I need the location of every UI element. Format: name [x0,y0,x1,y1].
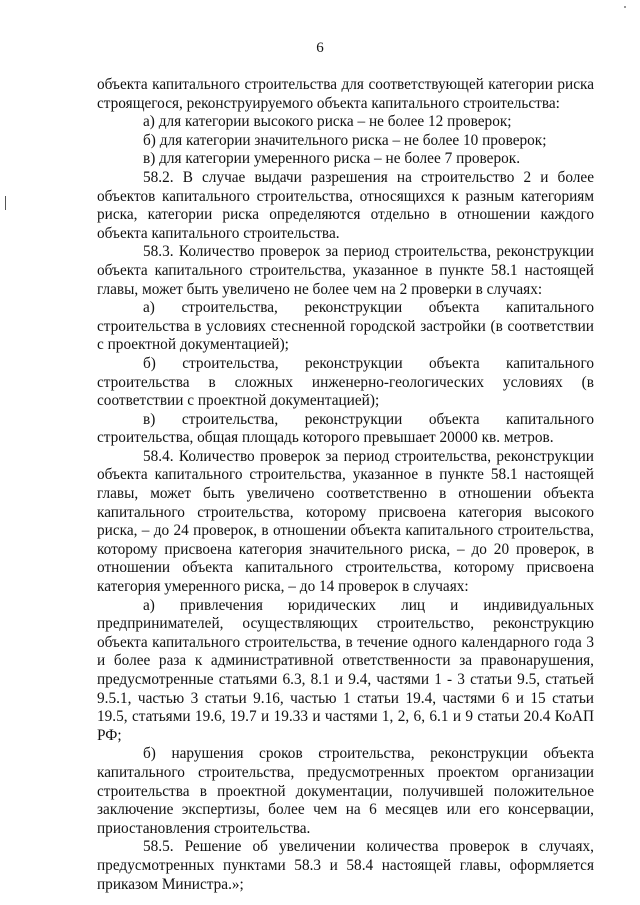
clause-58-4-a: а) привлечения юридических лиц и индивидуальных предпринимателей, осуществляющих строительство, реконструкцию объекта капитального строительства, в течение одного календарного года 3 и более раза к административной ответственности за правонарушения, предусмотренные статьями 6.3, 8.1 и 9.4, частями 1 - 3 статьи 9.5, статьей 9.5.1, частью 3 статьи 9.16, частью 1 статьи 19.4, частями 6 и 15 статьи 19.5, статьями 19.6, 19.7 и 19.33 и частями 1, 2, 6, 6.1 и 9 статьи 20.4 КоАП РФ; [97,596,594,744]
clause-58-3: 58.3. Количество проверок за период строительства, реконструкции объекта капитального строительства, указанное в пункте 58.1 настоящей главы, может быть увеличено не более чем на 2 проверки в случаях: [97,243,594,298]
scan-artifact-mark [624,6,626,8]
list-item-b: б) для категории значительного риска – не более 10 проверок; [143,131,547,149]
clause-58-4: 58.4. Количество проверок за период строительства, реконструкции объекта капитального строительства, указанное в пункте 58.1 настоящей главы, может быть увеличено соответственно в отношении объекта капитального строительства, которому присвоена категория высокого риска, – до 24 проверок, в отношении объекта капитального строительства, которому присвоена категория значительного риска, – до 20 проверок, в отношении объекта капитального строительства, которому присвоена категория умеренного риска, – до 14 проверок в случаях: [97,447,594,596]
clause-58-3-b: б) строительства, реконструкции объекта капитального строительства в сложных инженерно-геологических условиях (в соответствии с проектной документацией); [97,354,594,410]
margin-line-mark [5,196,6,210]
paragraph-intro: объекта капитального строительства для соответствующей категории риска строящегося, реконструируемого объекта капитального строительства: [97,76,594,112]
clause-58-4-b: б) нарушения сроков строительства, реконструкции объекта капитального строительства, предусмотренных проектом организации строительства в проектной документации, получившей положительное заключение экспертизы, более чем на 6 месяцев или его консервации, приостановления строительства. [97,745,594,837]
list-item-v: в) для категории умеренного риска – не более 7 проверок. [143,150,521,168]
clause-58-2: 58.2. В случае выдачи разрешения на строительство 2 и более объектов капитального строительства, относящихся к разным категориям риска, категории риска определяются отдельно в отношении каждого объекта капитального строительства. [97,168,594,242]
list-item-a: а) для категории высокого риска – не более 12 проверок; [143,113,512,131]
clause-58-3-a: а) строительства, реконструкции объекта капитального строительства в условиях стесненной городской застройки (в соответствии с проектной документацией); [97,299,594,354]
page-number: 6 [316,40,324,56]
document-body [97,76,594,894]
clause-58-5: 58.5. Решение об увеличении количества проверок в случаях, предусмотренных пунктами 58.3 и 58.4 настоящей главы, оформляется приказом Министра.»; [97,838,594,893]
clause-58-3-v: в) строительства, реконструкции объекта капитального строительства, общая площадь которого превышает 20000 кв. метров. [97,410,594,447]
